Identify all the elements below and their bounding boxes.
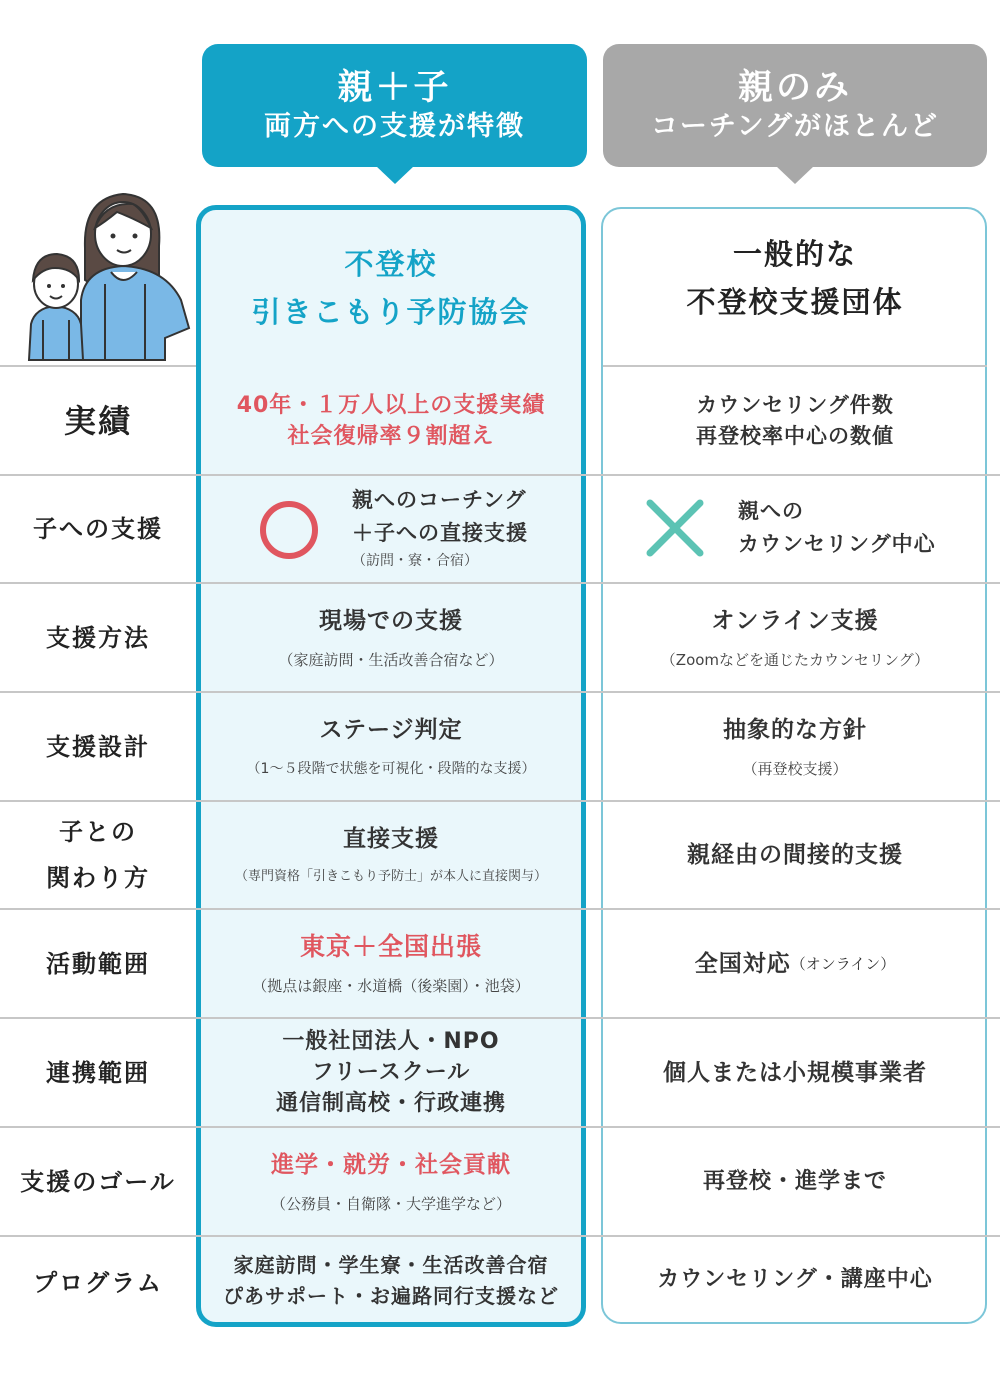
org-name-line: 不登校	[344, 247, 438, 281]
cell-program-general	[603, 1237, 987, 1321]
cell-support-method-association	[201, 584, 581, 691]
row-label-child-support: 子への支援	[33, 515, 163, 543]
row-label-line: 関わり方	[46, 864, 150, 892]
cell-subtext: （公務員・自衛隊・大学進学など）	[270, 1194, 511, 1213]
cell-text: カウンセリング・講座中心	[657, 1266, 933, 1292]
cell-subtext: （拠点は銀座・水道橋（後楽園）・池袋）	[252, 976, 530, 995]
cell-text: ＋子への直接支援	[352, 521, 528, 545]
org-name-association	[201, 240, 581, 336]
cell-subtext: （訪問・寮・合宿）	[352, 553, 478, 569]
cell-activity-area-general	[603, 910, 987, 1017]
cell-child-involvement-association	[201, 802, 581, 908]
cell-text: ステージ判定	[319, 716, 463, 743]
cell-text: 親への	[738, 499, 804, 523]
cell-text: フリースクール	[311, 1060, 471, 1085]
cell-subtext: （オンライン）	[790, 955, 896, 973]
cross-icon	[644, 497, 706, 559]
cell-text: 個人または小規模事業者	[663, 1059, 927, 1086]
org-name-line: 一般的な	[732, 237, 857, 271]
org-name-general	[603, 230, 987, 326]
cell-partnership-association	[201, 1019, 581, 1126]
cell-activity-area-association	[201, 910, 581, 1017]
cell-subtext: （専門資格「引きこもり予防士」が本人に直接関与）	[234, 869, 547, 884]
cell-support-goal-general	[603, 1128, 987, 1235]
cell-text: 再登校・進学まで	[702, 1169, 887, 1194]
cell-support-method-general	[603, 584, 987, 691]
header-right-subtitle: コーチングがほとんど	[650, 111, 940, 142]
org-name-line: 引きこもり予防協会	[251, 295, 531, 329]
header-left-title: 親＋子	[337, 68, 452, 108]
cell-partnership-general	[603, 1019, 987, 1126]
cell-text: 再登校率中心の数値	[696, 423, 894, 448]
cell-text: 一般社団法人・NPO	[282, 1029, 500, 1054]
cell-achievements-association	[201, 367, 581, 474]
row-label-support-goal: 支援のゴール	[20, 1167, 176, 1196]
row-label-support-design: 支援設計	[46, 732, 150, 761]
cell-text: 進学・就労・社会貢献	[271, 1151, 511, 1178]
cell-text: 全国対応	[694, 950, 791, 977]
row-label-support-method: 支援方法	[46, 623, 150, 652]
org-name-line: 不登校支援団体	[686, 285, 904, 319]
cell-text: オンライン支援	[711, 607, 879, 634]
row-label-partnership: 連携範囲	[46, 1058, 150, 1087]
cell-support-design-association	[201, 693, 581, 800]
cell-achievements-general	[603, 367, 987, 474]
cell-child-involvement-general	[603, 802, 987, 908]
header-right-badge	[603, 44, 987, 167]
cell-text: 家庭訪問・学生寮・生活改善合宿	[233, 1253, 549, 1277]
cell-text: 社会復帰率９割超え	[287, 423, 495, 449]
cell-child-support-association	[352, 484, 528, 572]
cell-text: 40年・１万人以上の支援実績	[236, 392, 546, 418]
cell-support-design-general	[603, 693, 987, 800]
cell-subtext: （1〜５段階で状態を可視化・段階的な支援）	[246, 760, 536, 777]
row-label-achievements: 実績	[63, 401, 132, 440]
cell-support-goal-association	[201, 1128, 581, 1235]
cell-text: 現場での支援	[319, 607, 463, 634]
row-label-program: プログラム	[33, 1269, 163, 1297]
header-right-title: 親のみ	[737, 68, 852, 108]
cell-text: カウンセリング中心	[738, 532, 936, 556]
cell-child-support-general	[738, 495, 936, 561]
cell-text: 抽象的な方針	[723, 716, 867, 743]
header-right-pointer	[776, 166, 814, 184]
parent-child-illustration	[25, 188, 195, 364]
cell-text: 通信制高校・行政連携	[275, 1091, 506, 1116]
cell-subtext: （再登校支援）	[742, 759, 848, 778]
cell-text: ぴあサポート・お遍路同行支援など	[223, 1284, 559, 1308]
row-label-activity-area: 活動範囲	[46, 949, 150, 978]
header-left-pointer	[376, 166, 414, 184]
cell-subtext: （Zoomなどを通じたカウンセリング）	[660, 650, 930, 669]
cell-text: 親へのコーチング	[352, 488, 527, 512]
cell-text: 親経由の間接的支援	[687, 842, 903, 868]
header-left-subtitle: 両方への支援が特徴	[264, 111, 525, 142]
cell-text: カウンセリング件数	[696, 392, 894, 417]
row-label-line: 子との	[59, 818, 137, 846]
circle-icon	[258, 499, 320, 561]
cell-text: 直接支援	[343, 826, 439, 852]
cell-subtext: （家庭訪問・生活改善合宿など）	[278, 650, 504, 669]
header-left-badge	[202, 44, 587, 167]
row-label-child-involvement	[0, 802, 196, 908]
cell-text: 東京＋全国出張	[299, 931, 482, 961]
cell-program-association	[201, 1237, 581, 1325]
